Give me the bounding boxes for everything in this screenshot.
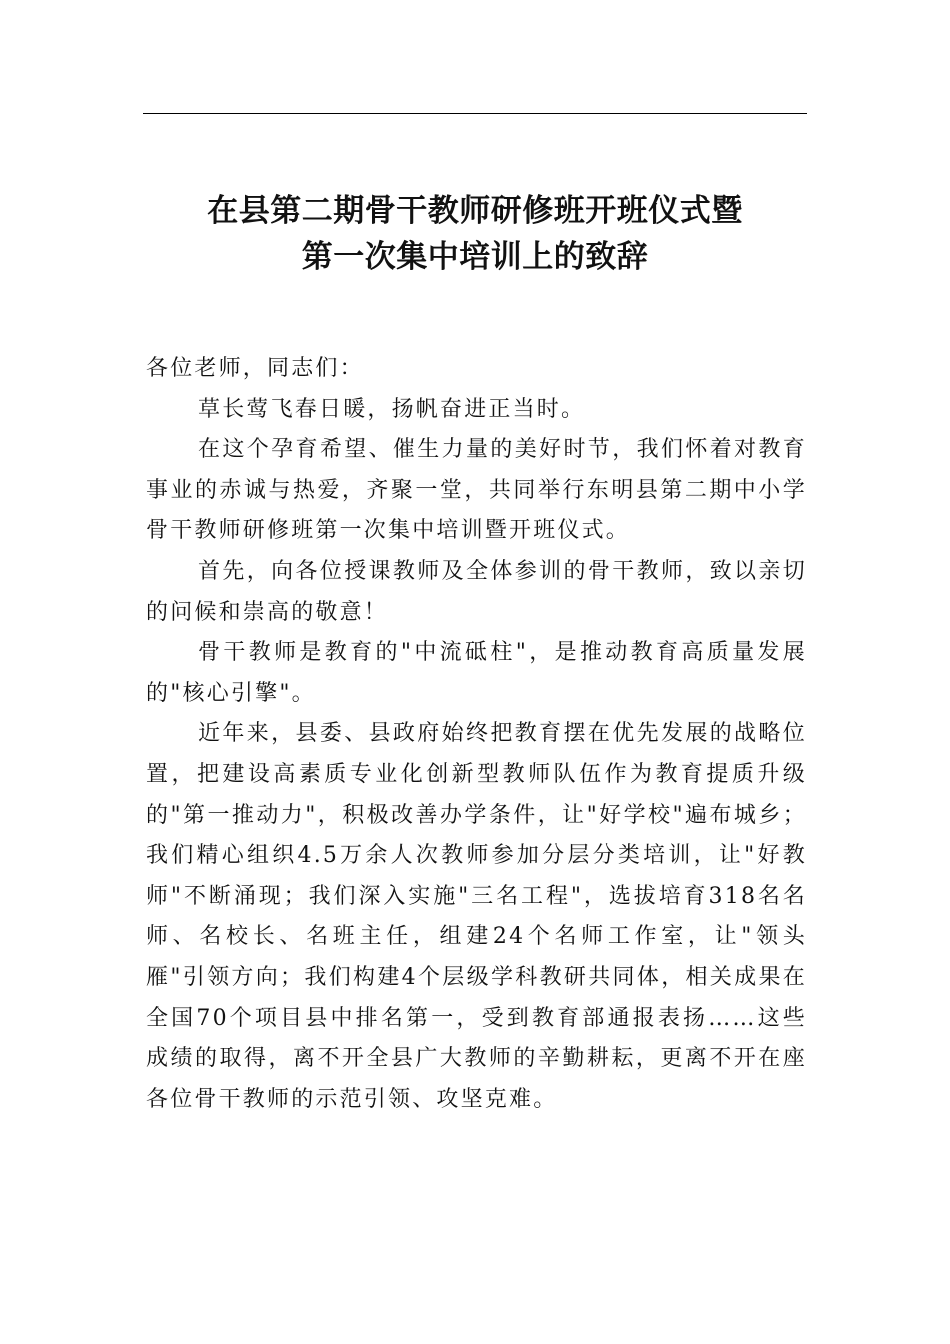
document-body — [146, 349, 807, 1120]
header-rule — [143, 113, 807, 114]
paragraph-4: 骨干教师是教育的"中流砥柱"，是推动教育高质量发展的"核心引擎"。 — [146, 640, 807, 706]
paragraph-3: 首先，向各位授课教师及全体参训的骨干教师，致以亲切的问候和崇高的敬意！ — [146, 558, 807, 625]
paragraph-5: 近年来，县委、县政府始终把教育摆在优先发展的战略位置，把建设高素质专业化创新型教师队伍作为教育提质升级的"第一推动力"，积极改善办学条件，让"好学校"遍布城乡；我们精心组织4.5万余人次教师参加分层分类培训，让"好教师"不断涌现；我们深入实施"三名工程"，选拔培育318名名师、名校长、名班主任，组建24个名师工作室，让"领头雁"引领方向；我们构建4个层级学科教研共同体，相关成果在全国70个项目县中排名第一，受到教育部通报表扬……这些成绩的取得，离不开全县广大教师的辛勤耕耘，更离不开在座各位骨干教师的示范引领、攻坚克难。 — [146, 721, 807, 1112]
paragraph-1: 草长莺飞春日暖，扬帆奋进正当时。 — [198, 396, 586, 422]
paragraph-2: 在这个孕育希望、催生力量的美好时节，我们怀着对教育事业的赤诚与热爱，齐聚一堂，共同举行东明县第二期中小学骨干教师研修班第一次集中培训暨开班仪式。 — [146, 437, 807, 544]
title-line-2: 第一次集中培训上的致辞 — [301, 239, 649, 275]
title-line-1: 在县第二期骨干教师研修班开班仪式暨 — [207, 193, 743, 229]
salutation: 各位老师，同志们： — [146, 356, 364, 381]
